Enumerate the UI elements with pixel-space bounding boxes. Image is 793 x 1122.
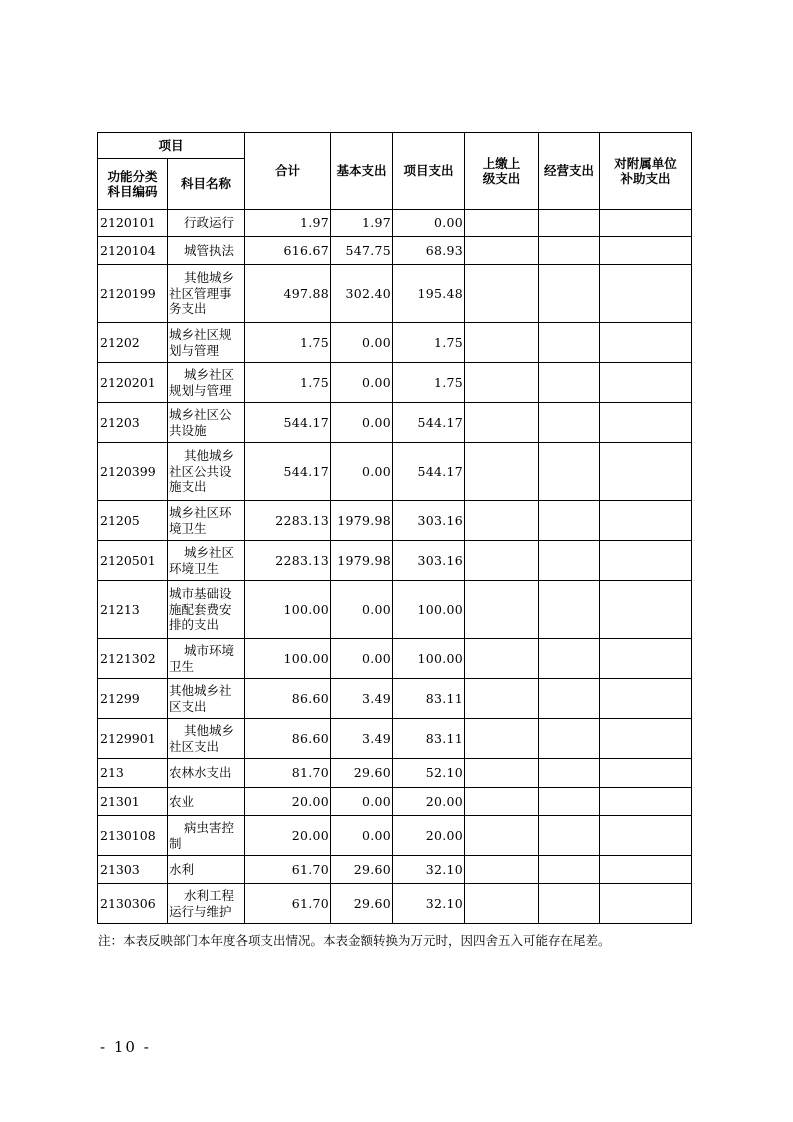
table-row (98, 884, 692, 924)
cell-project: 83.11 (393, 679, 465, 719)
header-row-1 (98, 133, 692, 159)
header-subsidy-text: 对附属单位补助支出 (614, 155, 677, 186)
table-row (98, 679, 692, 719)
cell-basic: 3.49 (331, 679, 393, 719)
cell-name: 城乡社区环境卫生 (168, 541, 245, 581)
cell-total: 2283.13 (245, 541, 331, 581)
cell-operate (539, 679, 600, 719)
cell-total: 1.75 (245, 323, 331, 363)
cell-name: 其他城乡社区支出 (168, 679, 245, 719)
cell-operate (539, 443, 600, 501)
cell-total: 616.67 (245, 237, 331, 265)
cell-total: 61.70 (245, 884, 331, 924)
table-row (98, 639, 692, 679)
cell-subsidy (600, 363, 692, 403)
cell-upper (465, 816, 539, 856)
cell-name: 城乡社区环境卫生 (168, 501, 245, 541)
cell-total: 86.60 (245, 679, 331, 719)
cell-project: 83.11 (393, 719, 465, 759)
cell-upper (465, 363, 539, 403)
cell-operate (539, 541, 600, 581)
cell-project: 32.10 (393, 856, 465, 884)
header-subsidy (600, 133, 692, 210)
header-upper (465, 133, 539, 210)
cell-total: 81.70 (245, 759, 331, 788)
table-row (98, 788, 692, 816)
cell-basic: 1.97 (331, 210, 393, 237)
cell-basic: 0.00 (331, 816, 393, 856)
header-name: 科目名称 (168, 159, 245, 210)
cell-upper (465, 884, 539, 924)
cell-code: 2120101 (98, 210, 168, 237)
cell-name: 城市环境卫生 (168, 639, 245, 679)
cell-code: 2129901 (98, 719, 168, 759)
cell-subsidy (600, 323, 692, 363)
cell-total: 20.00 (245, 788, 331, 816)
cell-operate (539, 501, 600, 541)
table-body (98, 210, 692, 924)
table-row (98, 719, 692, 759)
cell-code: 2130306 (98, 884, 168, 924)
header-project: 项目支出 (393, 133, 465, 210)
cell-subsidy (600, 443, 692, 501)
cell-subsidy (600, 884, 692, 924)
cell-name: 农业 (168, 788, 245, 816)
cell-name: 其他城乡社区支出 (168, 719, 245, 759)
cell-upper (465, 541, 539, 581)
cell-basic: 0.00 (331, 443, 393, 501)
cell-subsidy (600, 581, 692, 639)
cell-operate (539, 323, 600, 363)
table-row (98, 759, 692, 788)
cell-project: 100.00 (393, 639, 465, 679)
cell-upper (465, 788, 539, 816)
cell-basic: 1979.98 (331, 501, 393, 541)
cell-basic: 1979.98 (331, 541, 393, 581)
table-row (98, 581, 692, 639)
cell-total: 20.00 (245, 816, 331, 856)
cell-project: 1.75 (393, 363, 465, 403)
cell-basic: 0.00 (331, 363, 393, 403)
cell-operate (539, 265, 600, 323)
cell-code: 21202 (98, 323, 168, 363)
cell-project: 303.16 (393, 541, 465, 581)
cell-upper (465, 856, 539, 884)
cell-name: 城市基础设施配套费安排的支出 (168, 581, 245, 639)
cell-upper (465, 237, 539, 265)
cell-subsidy (600, 816, 692, 856)
cell-project: 20.00 (393, 788, 465, 816)
cell-total: 61.70 (245, 856, 331, 884)
table-row (98, 363, 692, 403)
cell-operate (539, 816, 600, 856)
cell-subsidy (600, 541, 692, 581)
cell-basic: 547.75 (331, 237, 393, 265)
cell-upper (465, 759, 539, 788)
cell-basic: 29.60 (331, 884, 393, 924)
cell-upper (465, 265, 539, 323)
expenditure-table (97, 132, 692, 924)
cell-code: 21299 (98, 679, 168, 719)
cell-subsidy (600, 639, 692, 679)
cell-total: 100.00 (245, 639, 331, 679)
table-row (98, 210, 692, 237)
cell-operate (539, 759, 600, 788)
table-row (98, 403, 692, 443)
cell-code: 21205 (98, 501, 168, 541)
cell-project: 544.17 (393, 403, 465, 443)
cell-code: 2120399 (98, 443, 168, 501)
cell-operate (539, 581, 600, 639)
cell-name: 水利 (168, 856, 245, 884)
cell-code: 2120199 (98, 265, 168, 323)
cell-upper (465, 501, 539, 541)
cell-subsidy (600, 759, 692, 788)
cell-subsidy (600, 719, 692, 759)
page-number: - 10 - (100, 1038, 151, 1056)
cell-project: 20.00 (393, 816, 465, 856)
table-row (98, 856, 692, 884)
table-row (98, 816, 692, 856)
cell-total: 544.17 (245, 403, 331, 443)
cell-code: 2121302 (98, 639, 168, 679)
cell-upper (465, 639, 539, 679)
cell-upper (465, 443, 539, 501)
cell-name: 城乡社区公共设施 (168, 403, 245, 443)
cell-project: 0.00 (393, 210, 465, 237)
cell-total: 1.97 (245, 210, 331, 237)
table-note: 注：本表反映部门本年度各项支出情况。本表金额转换为万元时，因四舍五入可能存在尾差。 (98, 933, 611, 948)
cell-name: 农林水支出 (168, 759, 245, 788)
cell-project: 1.75 (393, 323, 465, 363)
cell-operate (539, 237, 600, 265)
cell-subsidy (600, 403, 692, 443)
cell-name: 病虫害控制 (168, 816, 245, 856)
cell-subsidy (600, 856, 692, 884)
cell-code: 2120104 (98, 237, 168, 265)
cell-basic: 302.40 (331, 265, 393, 323)
table-row (98, 541, 692, 581)
cell-subsidy (600, 237, 692, 265)
cell-project: 100.00 (393, 581, 465, 639)
cell-code: 2120201 (98, 363, 168, 403)
table-row (98, 237, 692, 265)
cell-project: 68.93 (393, 237, 465, 265)
cell-name: 城乡社区规划与管理 (168, 323, 245, 363)
cell-total: 497.88 (245, 265, 331, 323)
cell-project: 52.10 (393, 759, 465, 788)
header-total: 合计 (245, 133, 331, 210)
header-basic: 基本支出 (331, 133, 393, 210)
header-code (98, 159, 168, 210)
cell-name: 行政运行 (168, 210, 245, 237)
table-row (98, 323, 692, 363)
cell-basic: 0.00 (331, 403, 393, 443)
cell-total: 1.75 (245, 363, 331, 403)
cell-total: 544.17 (245, 443, 331, 501)
cell-basic: 0.00 (331, 788, 393, 816)
cell-subsidy (600, 501, 692, 541)
cell-operate (539, 719, 600, 759)
cell-code: 21301 (98, 788, 168, 816)
cell-upper (465, 719, 539, 759)
cell-project: 303.16 (393, 501, 465, 541)
cell-operate (539, 884, 600, 924)
cell-operate (539, 210, 600, 237)
cell-name: 水利工程运行与维护 (168, 884, 245, 924)
cell-subsidy (600, 679, 692, 719)
cell-basic: 29.60 (331, 759, 393, 788)
cell-name: 其他城乡社区管理事务支出 (168, 265, 245, 323)
cell-upper (465, 679, 539, 719)
header-upper-text: 上缴上级支出 (482, 155, 521, 186)
table-row (98, 265, 692, 323)
cell-subsidy (600, 788, 692, 816)
cell-code: 2130108 (98, 816, 168, 856)
cell-project: 195.48 (393, 265, 465, 323)
cell-basic: 0.00 (331, 323, 393, 363)
cell-basic: 0.00 (331, 639, 393, 679)
cell-name: 其他城乡社区公共设施支出 (168, 443, 245, 501)
cell-code: 2120501 (98, 541, 168, 581)
cell-code: 21203 (98, 403, 168, 443)
cell-code: 21303 (98, 856, 168, 884)
cell-upper (465, 581, 539, 639)
cell-name: 城乡社区规划与管理 (168, 363, 245, 403)
cell-total: 100.00 (245, 581, 331, 639)
table-row (98, 501, 692, 541)
cell-upper (465, 210, 539, 237)
cell-operate (539, 788, 600, 816)
cell-operate (539, 856, 600, 884)
header-item: 项目 (98, 133, 245, 159)
cell-basic: 29.60 (331, 856, 393, 884)
header-operate: 经营支出 (539, 133, 600, 210)
cell-upper (465, 323, 539, 363)
cell-subsidy (600, 210, 692, 237)
cell-name: 城管执法 (168, 237, 245, 265)
cell-basic: 0.00 (331, 581, 393, 639)
cell-operate (539, 403, 600, 443)
header-code-text: 功能分类科目编码 (107, 168, 158, 199)
cell-code: 213 (98, 759, 168, 788)
table-row (98, 443, 692, 501)
cell-upper (465, 403, 539, 443)
cell-operate (539, 363, 600, 403)
cell-project: 32.10 (393, 884, 465, 924)
cell-total: 86.60 (245, 719, 331, 759)
cell-basic: 3.49 (331, 719, 393, 759)
cell-subsidy (600, 265, 692, 323)
cell-project: 544.17 (393, 443, 465, 501)
cell-total: 2283.13 (245, 501, 331, 541)
cell-code: 21213 (98, 581, 168, 639)
cell-operate (539, 639, 600, 679)
